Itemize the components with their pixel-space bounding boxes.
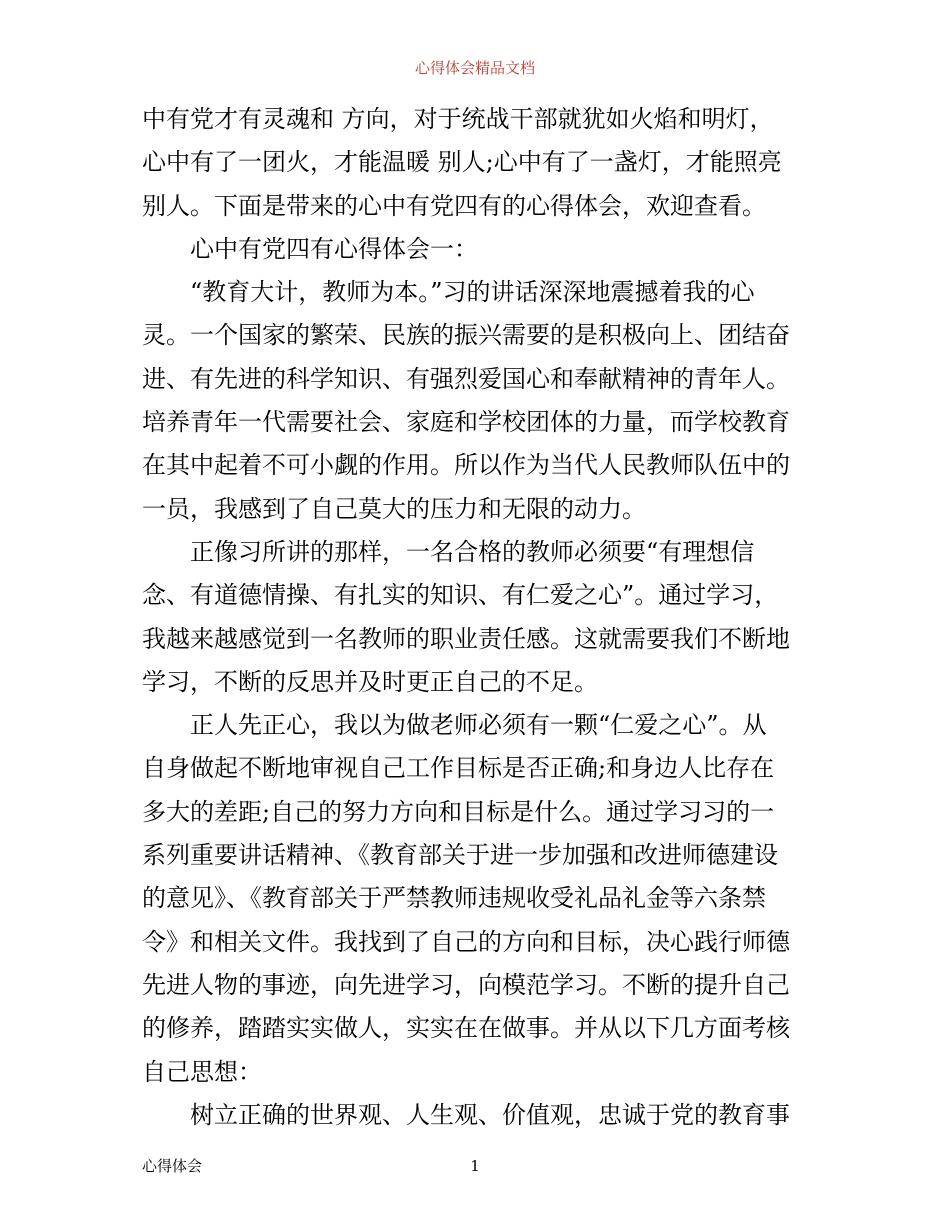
body-line: 正像习所讲的那样，一名合格的教师必须要“有理想信 xyxy=(142,537,755,566)
body-line: 令》和相关文件。我找到了自己的方向和目标，决心践行师德 xyxy=(142,927,790,956)
body-line: 灵。一个国家的繁荣、民族的振兴需要的是积极向上、团结奋 xyxy=(142,321,790,350)
body-line: 自身做起不断地审视自己工作目标是否正确;和身边人比存在 xyxy=(142,754,775,783)
body-line: 在其中起着不可小觑的作用。所以作为当代人民教师队伍中的 xyxy=(142,451,790,480)
body-line: 正人先正心，我以为做老师必须有一颗“仁爱之心”。从 xyxy=(142,711,767,740)
body-line: 树立正确的世界观、人生观、价值观，忠诚于党的教育事 xyxy=(142,1100,790,1129)
body-line: 心中有了一团火，才能温暖 别人;心中有了一盏灯，才能照亮 xyxy=(142,148,782,177)
document-header-title: 心得体会精品文档 xyxy=(414,59,535,77)
body-line: 学习，不断的反思并及时更正自己的不足。 xyxy=(142,667,598,696)
section-heading: 心中有党四有心得体会一： xyxy=(142,234,478,263)
body-line: 的意见》、《教育部关于严禁教师违规收受礼品礼金等六条禁 xyxy=(142,884,766,913)
body-line: 培养青年一代需要社会、家庭和学校团体的力量，而学校教育 xyxy=(142,408,790,437)
body-line: 的修养，踏踏实实做人，实实在在做事。并从以下几方面考核 xyxy=(142,1014,790,1043)
body-line: 我越来越感觉到一名教师的职业责任感。这就需要我们不断地 xyxy=(142,624,790,653)
body-line: 多大的差距;自己的努力方向和目标是什么。通过学习习的一 xyxy=(142,797,775,826)
body-line: 一员，我感到了自己莫大的压力和无限的动力。 xyxy=(142,494,646,523)
body-line: 念、有道德情操、有扎实的知识、有仁爱之心”。通过学习， xyxy=(142,581,779,610)
body-line: 别人。下面是带来的心中有党四有的心得体会，欢迎查看。 xyxy=(142,191,766,220)
body-line: 系列重要讲话精神、《教育部关于进一步加强和改进师德建设 xyxy=(142,841,778,870)
document-body xyxy=(142,98,814,1137)
body-line: 自己思想： xyxy=(142,1057,262,1086)
body-line: 进、有先进的科学知识、有强烈爱国心和奉献精神的青年人。 xyxy=(142,364,790,393)
body-line: “教育大计，教师为本。”习的讲话深深地震撼着我的心 xyxy=(142,278,755,307)
page-number: 1 xyxy=(470,1157,480,1175)
footer-label: 心得体会 xyxy=(142,1157,203,1175)
body-line: 中有党才有灵魂和 方向，对于统战干部就犹如火焰和明灯， xyxy=(142,105,774,133)
body-line: 先进人物的事迹，向先进学习，向模范学习。不断的提升自己 xyxy=(142,970,790,999)
